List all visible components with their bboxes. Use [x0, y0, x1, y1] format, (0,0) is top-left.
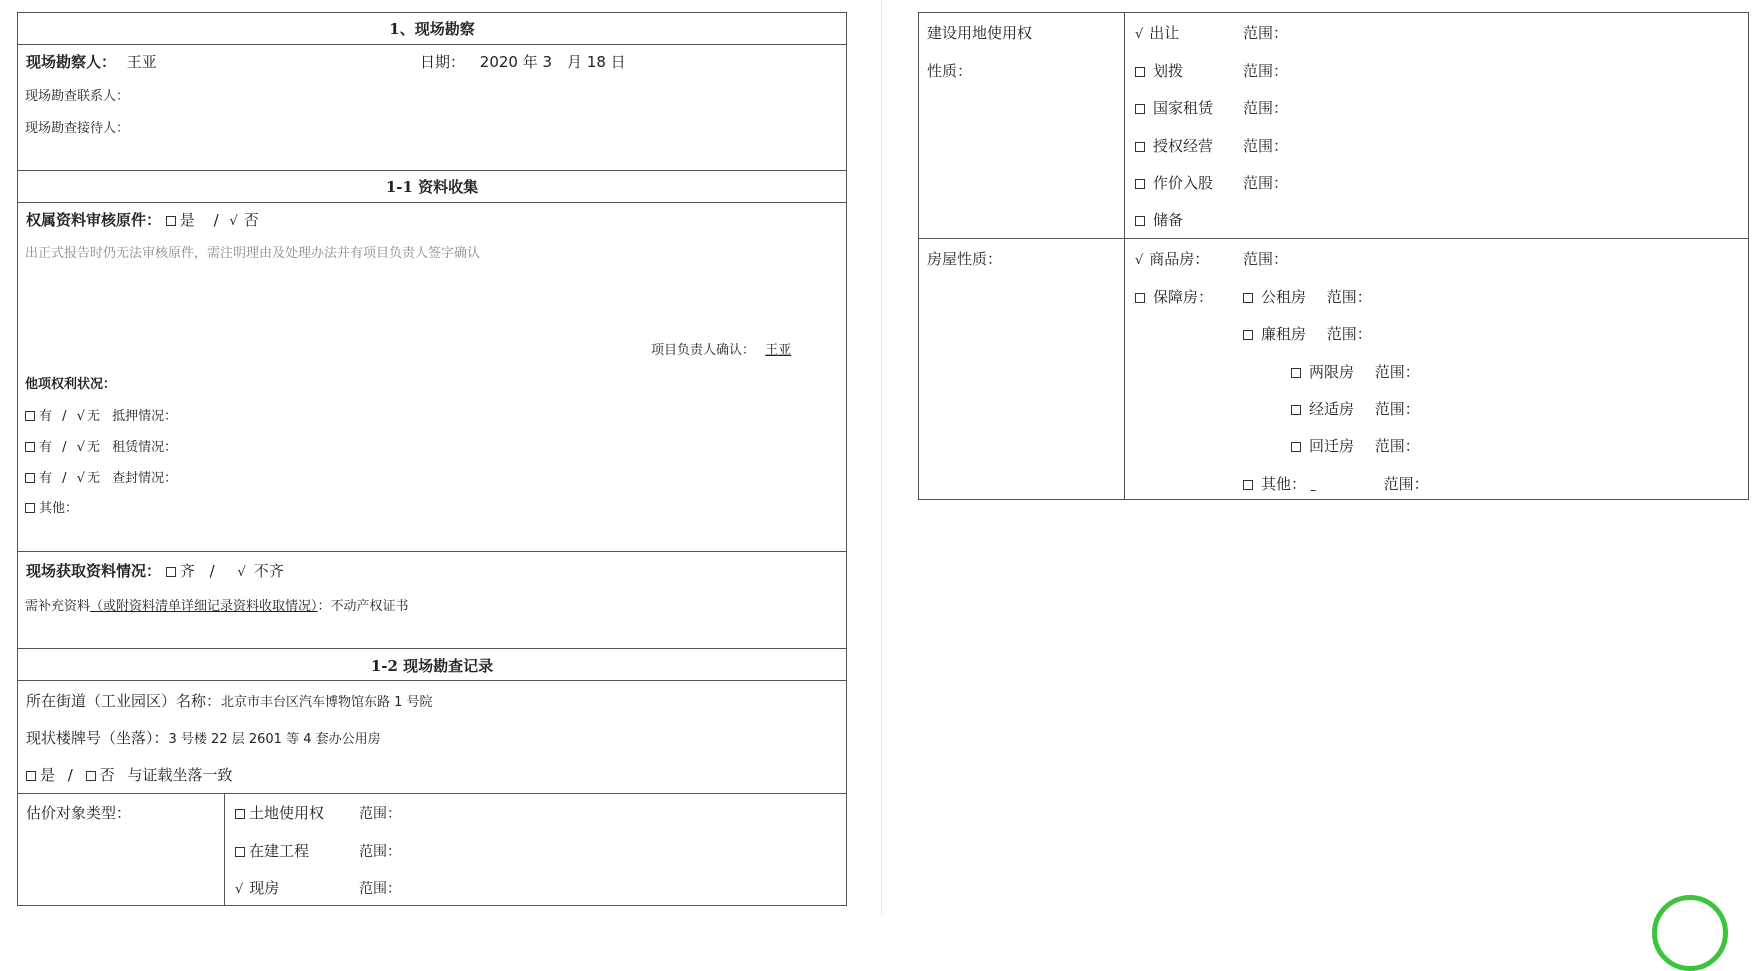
land-option-label: 储备 [1153, 211, 1184, 229]
no-label: 否 [243, 211, 259, 229]
obtained-row [26, 560, 284, 581]
range-label: 范围： [1374, 400, 1420, 418]
separator: / [62, 409, 67, 424]
range-label: 范围： [1243, 24, 1289, 42]
supplement-value: ：不动产权证书 [317, 599, 409, 614]
type-existing: 现房 [249, 879, 280, 897]
checkmark-icon[interactable]: √ [76, 440, 85, 455]
separator: / [213, 211, 219, 229]
no-checkbox[interactable] [86, 771, 96, 781]
divider [224, 793, 225, 906]
divider [1124, 12, 1125, 500]
separator: / [62, 471, 67, 486]
divider [17, 551, 847, 552]
public-rent-checkbox[interactable] [1243, 293, 1253, 303]
divider [17, 648, 847, 649]
land-option-row [1135, 209, 1183, 230]
checkmark-icon[interactable]: √ [235, 882, 244, 897]
economic-checkbox[interactable] [1291, 405, 1301, 415]
range-label: 范围： [1374, 363, 1420, 381]
separator: / [67, 766, 73, 784]
house-label: 房屋性质： [927, 250, 1003, 268]
original-review-row [26, 209, 259, 230]
divider [17, 170, 847, 171]
relocation-row [1291, 435, 1420, 456]
land-option-label: 授权经营 [1153, 137, 1214, 155]
economic-label: 经适房 [1309, 400, 1355, 418]
separator: / [209, 562, 215, 580]
checkmark-icon[interactable]: √ [1135, 253, 1144, 268]
land-option-checkbox[interactable] [1135, 179, 1145, 189]
range-label: 范围： [1326, 288, 1372, 306]
original-review-label: 权属资料审核原件： [26, 211, 162, 229]
mortgage-row [25, 405, 177, 424]
range-label: 范围： [359, 806, 401, 822]
object-type-label: 估价对象类型： [26, 804, 132, 822]
lease-label: 租赁情况： [112, 440, 178, 455]
consistent-label: 与证载坐落一致 [127, 766, 233, 784]
section11-title: 1-1 资料收集 [385, 178, 479, 196]
land-option-label: 出让 [1149, 24, 1180, 42]
type-row-land [235, 802, 401, 823]
seal-label: 查封情况： [112, 471, 178, 486]
land-option-row [1135, 60, 1183, 81]
mortgage-label: 抵押情况： [112, 409, 178, 424]
range-label: 范围： [1243, 99, 1289, 117]
receiver-label: 现场勘查接待人： [25, 121, 130, 136]
land-option-checkbox[interactable] [1135, 216, 1145, 226]
range-label: 范围： [1243, 62, 1289, 80]
street-value: 北京市丰台区汽车博物馆东路 1 号院 [221, 695, 433, 710]
obtained-label: 现场获取资料情况： [26, 562, 162, 580]
date-value: 2020 年 3 月 18 日 [479, 53, 626, 71]
land-checkbox[interactable] [235, 809, 245, 819]
checkmark-icon[interactable]: √ [76, 471, 85, 486]
affordable-row [1135, 286, 1213, 307]
confirm-label: 项目负责人确认： [651, 343, 756, 358]
range-label: 范围： [359, 844, 401, 860]
checkmark-icon[interactable]: √ [237, 565, 246, 580]
building-label: 现状楼牌号（坐落）： [26, 729, 169, 747]
relocation-checkbox[interactable] [1291, 442, 1301, 452]
divider [17, 680, 847, 681]
section12-title: 1-2 现场勘查记录 [370, 657, 494, 675]
yes-checkbox[interactable] [26, 771, 36, 781]
none-label: 无 [86, 471, 100, 486]
land-option-row [1135, 97, 1213, 118]
public-rent-row [1243, 286, 1372, 307]
yes-label: 是 [179, 211, 195, 229]
building-value: 3 号楼 22 层 2601 等 4 套办公用房 [168, 732, 381, 747]
have-checkbox[interactable] [25, 473, 35, 483]
land-option-checkbox[interactable] [1135, 104, 1145, 114]
affordable-label: 保障房： [1153, 288, 1214, 306]
other-row [1243, 473, 1429, 494]
supplement-note: （或附资料清单详细记录资料收取情况） [90, 599, 318, 614]
divider [17, 793, 847, 794]
date-label: 日期： [420, 53, 466, 71]
land-option-checkbox[interactable] [1135, 67, 1145, 77]
inspector-name: 王亚 [126, 53, 157, 71]
seal-row [25, 467, 177, 486]
type-row-construction [235, 840, 401, 861]
yes-checkbox[interactable] [166, 216, 176, 226]
land-option-label: 划拨 [1153, 62, 1184, 80]
other-blank[interactable] [1311, 475, 1369, 493]
checkmark-icon[interactable]: √ [76, 409, 85, 424]
section1-title: 1、现场勘察 [389, 20, 475, 38]
range-label: 范围： [359, 881, 401, 897]
land-option-row [1135, 135, 1213, 156]
divider [17, 44, 847, 45]
date-row [420, 51, 626, 72]
have-label: 有 [39, 440, 53, 455]
have-label: 有 [39, 409, 53, 424]
checkmark-icon[interactable]: √ [229, 214, 238, 229]
other-checkbox[interactable] [25, 503, 35, 513]
page-divider [881, 0, 882, 915]
relocation-label: 回迁房 [1309, 437, 1355, 455]
confirm-row [651, 339, 837, 358]
land-label-2: 性质： [927, 62, 973, 80]
other-rights-label: 他项权利状况： [25, 377, 117, 392]
confirm-name-text: 王亚 [765, 343, 792, 358]
range-label: 范围： [1383, 475, 1429, 493]
two-limit-checkbox[interactable] [1291, 368, 1301, 378]
commercial-label: 商品房： [1149, 250, 1210, 268]
two-limit-row [1291, 361, 1420, 382]
have-checkbox[interactable] [25, 411, 35, 421]
have-label: 有 [39, 471, 53, 486]
land-option-row [1135, 172, 1213, 193]
land-option-row [1135, 22, 1179, 43]
none-label: 无 [86, 409, 100, 424]
two-limit-label: 两限房 [1309, 363, 1355, 381]
commercial-row [1135, 248, 1209, 269]
contact-label: 现场勘查联系人： [25, 89, 130, 104]
supplement-row [25, 595, 409, 614]
construction-checkbox[interactable] [235, 847, 245, 857]
range-label: 范围： [1243, 137, 1289, 155]
other-row [25, 497, 78, 516]
land-option-label: 国家租赁 [1153, 99, 1214, 117]
confirm-name [759, 339, 837, 358]
yes-label: 是 [40, 766, 56, 784]
inspector-row [26, 51, 157, 72]
public-rent-label: 公租房 [1261, 288, 1307, 306]
land-option-label: 作价入股 [1153, 174, 1214, 192]
complete-checkbox[interactable] [166, 567, 176, 577]
street-label: 所在街道（工业园区）名称： [26, 692, 222, 710]
supplement-label: 需补充资料 [25, 599, 91, 614]
range-label: 范围： [1326, 325, 1372, 343]
consistent-row [26, 764, 232, 785]
none-label: 无 [86, 440, 100, 455]
range-label: 范围： [1374, 437, 1420, 455]
low-rent-label: 廉租房 [1261, 325, 1307, 343]
complete-label: 齐 [179, 562, 195, 580]
review-note: 出正式报告时仍无法审核原件，需注明理由及处理办法并有项目负责人签字确认 [25, 246, 481, 261]
floating-status-icon[interactable] [1652, 895, 1728, 971]
range-label: 范围： [1243, 250, 1289, 268]
type-construction: 在建工程 [249, 842, 310, 860]
low-rent-row [1243, 323, 1372, 344]
affordable-checkbox[interactable] [1135, 293, 1145, 303]
type-land: 土地使用权 [249, 804, 325, 822]
type-row-existing [235, 877, 401, 898]
right-table [918, 12, 1749, 500]
incomplete-label: 不齐 [253, 562, 284, 580]
economic-row [1291, 398, 1420, 419]
land-option-checkbox[interactable] [1135, 142, 1145, 152]
street-row [26, 690, 433, 711]
building-row [26, 727, 381, 748]
checkmark-icon[interactable]: √ [1135, 27, 1144, 42]
range-label: 范围： [1243, 174, 1289, 192]
other-checkbox[interactable] [1243, 480, 1253, 490]
inspector-label: 现场勘察人： [26, 53, 117, 71]
divider [17, 202, 847, 203]
other-label: 其他： [39, 501, 79, 516]
no-label: 否 [99, 766, 115, 784]
divider [918, 238, 1749, 239]
low-rent-checkbox[interactable] [1243, 330, 1253, 340]
other-label: 其他： [1261, 475, 1307, 493]
lease-row [25, 436, 177, 455]
separator: / [62, 440, 67, 455]
have-checkbox[interactable] [25, 442, 35, 452]
land-label-1: 建设用地使用权 [927, 24, 1033, 42]
